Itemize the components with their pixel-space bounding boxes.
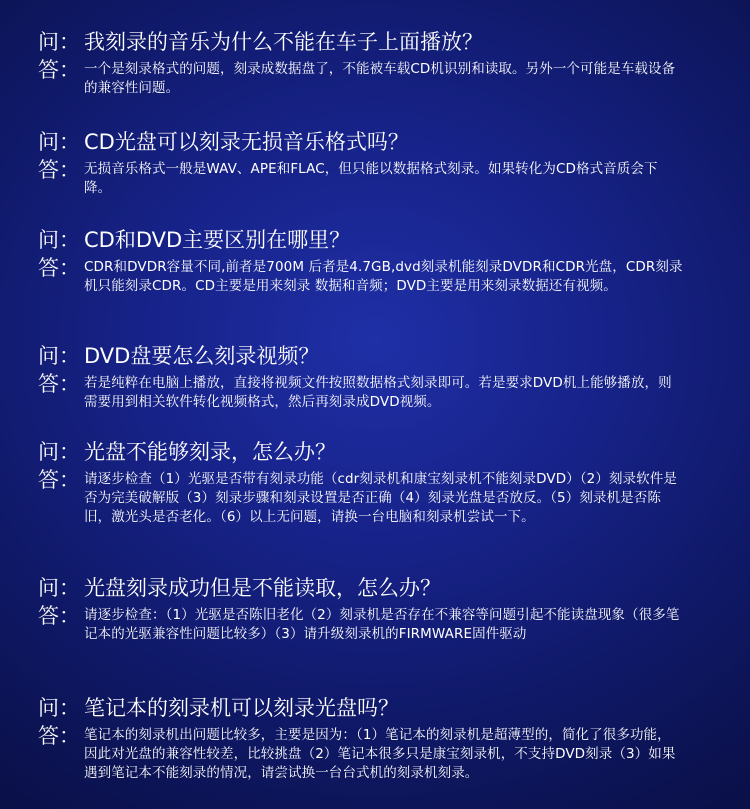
question-row [38,694,688,722]
question-text: CD和DVD主要区别在哪里？ [84,228,351,252]
faq-item-2 [38,128,688,198]
question-label: 问： [38,130,80,154]
answer-text: 请逐步检查：（1）光驱是否陈旧老化（2）刻录机是否存在不兼容等问题引起不能读盘现象（很多笔记本的光驱兼容性问题比较多）（3）请升级刻录机的FIRMWARE固件驱动 [84,607,680,642]
question-label: 问： [38,696,80,720]
answer-row [38,158,688,198]
question-row [38,128,688,156]
answer-row [38,256,688,296]
answer-row [38,58,688,98]
question-text: CD光盘可以刻录无损音乐格式吗？ [84,130,409,154]
question-row [38,342,688,370]
faq-item-6 [38,574,688,644]
answer-label: 答： [38,604,80,628]
question-label: 问： [38,344,80,368]
question-row [38,28,688,56]
answer-text: 一个是刻录格式的问题，刻录成数据盘了，不能被车载CD机识别和读取。另外一个可能是车载设备的兼容性问题。 [84,61,676,96]
question-row [38,226,688,254]
faq-item-5 [38,438,688,527]
faq-item-7 [38,694,688,783]
answer-label: 答： [38,158,80,182]
answer-label: 答： [38,468,80,492]
answer-text: CDR和DVDR容量不同,前者是700M 后者是4.7GB,dvd刻录机能刻录DVDR和CDR光盘，CDR刻录机只能刻录CDR。CD主要是用来刻录 数据和音频；DVD主要是用来刻录数据还有视频。 [84,259,683,294]
answer-label: 答： [38,724,80,748]
question-text: 光盘不能够刻录，怎么办？ [84,440,336,464]
answer-text: 无损音乐格式一般是WAV、APE和FLAC，但只能以数据格式刻录。如果转化为CD格式音质会下降。 [84,161,658,196]
answer-text: 笔记本的刻录机出问题比较多，主要是因为：（1）笔记本的刻录机是超薄型的，简化了很多功能，因此对光盘的兼容性较差，比较挑盘（2）笔记本很多只是康宝刻录机，不支持DVD刻录（3）如果遇到笔记本不能刻录的情况，请尝试换一台台式机的刻录机刻录。 [84,727,676,781]
question-text: 光盘刻录成功但是不能读取，怎么办？ [84,576,441,600]
faq-item-3 [38,226,688,296]
answer-label: 答： [38,256,80,280]
question-row [38,574,688,602]
answer-label: 答： [38,58,80,82]
faq-item-1 [38,28,688,98]
question-text: 笔记本的刻录机可以刻录光盘吗？ [84,696,399,720]
answer-text: 若是纯粹在电脑上播放，直接将视频文件按照数据格式刻录即可。若是要求DVD机上能够播放，则需要用到相关软件转化视频格式，然后再刻录成DVD视频。 [84,375,672,410]
faq-item-4 [38,342,688,412]
question-text: DVD盘要怎么刻录视频？ [84,344,320,368]
question-label: 问： [38,576,80,600]
question-text: 我刻录的音乐为什么不能在车子上面播放？ [84,30,483,54]
question-label: 问： [38,228,80,252]
question-label: 问： [38,30,80,54]
answer-row [38,604,688,644]
answer-row [38,372,688,412]
question-row [38,438,688,466]
answer-label: 答： [38,372,80,396]
answer-row [38,468,688,527]
answer-row [38,724,688,783]
question-label: 问： [38,440,80,464]
answer-text: 请逐步检查（1）光驱是否带有刻录功能（cdr刻录机和康宝刻录机不能刻录DVD）（2）刻录软件是否为完美破解版（3）刻录步骤和刻录设置是否正确（4）刻录光盘是否放反。（5）刻录机是否陈旧，激光头是否老化。（6）以上无问题，请换一台电脑和刻录机尝试一下。 [84,471,677,525]
